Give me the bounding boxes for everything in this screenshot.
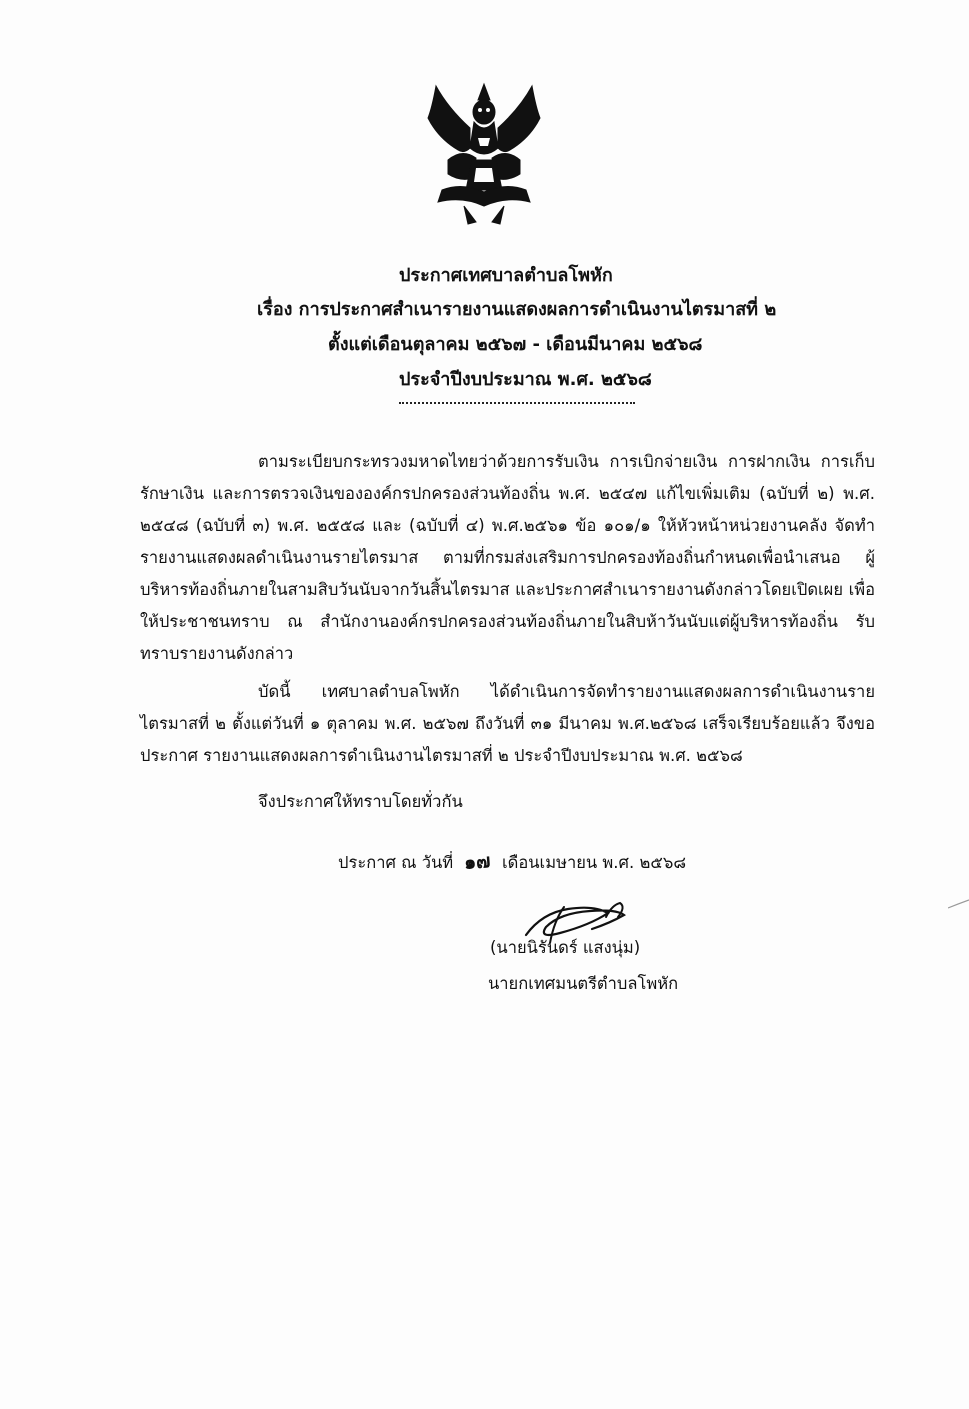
subject-line: เรื่อง การประกาศสำเนารายงานแสดงผลการดำเนินงานไตรมาสที่ ๒ (257, 299, 777, 320)
issuer-title: ประกาศเทศบาลตำบลโพหัก (399, 265, 613, 286)
fiscal-year-line: ประจำปีงบประมาณ พ.ศ. ๒๕๖๘ (399, 369, 652, 390)
garuda-emblem-icon (418, 78, 550, 226)
closing-line: จึงประกาศให้ทราบโดยทั่วกัน (258, 792, 463, 811)
date-line (338, 848, 686, 877)
date-suffix: เดือนเมษายน พ.ศ. ๒๕๖๘ (502, 853, 687, 872)
body-paragraph-1: ตามระเบียบกระทรวงมหาดไทยว่าด้วยการรับเงิน การเบิกจ่ายเงิน การฝากเงิน การเก็บรักษาเงิน และการตรวจเงินขององค์กรปกครองส่วนท้องถิ่น พ.ศ. ๒๕๔๗ แก้ไขเพิ่มเติม (ฉบับที่ ๒) พ.ศ. ๒๕๔๘ (ฉบับที่ ๓) พ.ศ. ๒๕๕๘ และ (ฉบับที่ ๔) พ.ศ.๒๕๖๑ ข้อ ๑๐๑/๑ ให้หัวหน้าหน่วยงานคลัง จัดทำรายงานแสดงผลดำเนินงานรายไตรมาส ตามที่กรมส่งเสริมการปกครองท้องถิ่นกำหนดเพื่อนำเสนอ ผู้บริหารท้องถิ่นภายในสามสิบวันนับจากวันสิ้นไตรมาส และประกาศสำเนารายงานดังกล่าวโดยเปิดเผย เพื่อให้ประชาชนทราบ ณ สำนักงานองค์กรปกครองส่วนท้องถิ่นภายในสิบห้าวันนับแต่ผู้บริหารท้องถิ่น รับทราบรายงานดังกล่าว (140, 452, 875, 663)
period-line: ตั้งแต่เดือนตุลาคม ๒๕๖๗ - เดือนมีนาคม ๒๕๖๘ (328, 334, 703, 355)
dotted-divider (399, 402, 635, 404)
body-paragraph-2: บัดนี้ เทศบาลตำบลโพหัก ได้ดำเนินการจัดทำรายงานแสดงผลการดำเนินงานรายไตรมาสที่ ๒ ตั้งแต่วันที่ ๑ ตุลาคม พ.ศ. ๒๕๖๗ ถึงวันที่ ๓๑ มีนาคม พ.ศ.๒๕๖๘ เสร็จเรียบร้อยแล้ว จึงขอประกาศ รายงานแสดงผลการดำเนินงานไตรมาสที่ ๒ ประจำปีงบประมาณ พ.ศ. ๒๕๖๘ (140, 682, 875, 765)
date-prefix: ประกาศ ณ วันที่ (338, 853, 454, 872)
signatory-title: นายกเทศมนตรีตำบลโพหัก (488, 974, 679, 993)
scan-mark (948, 898, 969, 912)
handwritten-day: ๑๗ (463, 850, 492, 874)
signatory-name: (นายนิรันดร์ แสงนุ่ม) (490, 938, 641, 957)
